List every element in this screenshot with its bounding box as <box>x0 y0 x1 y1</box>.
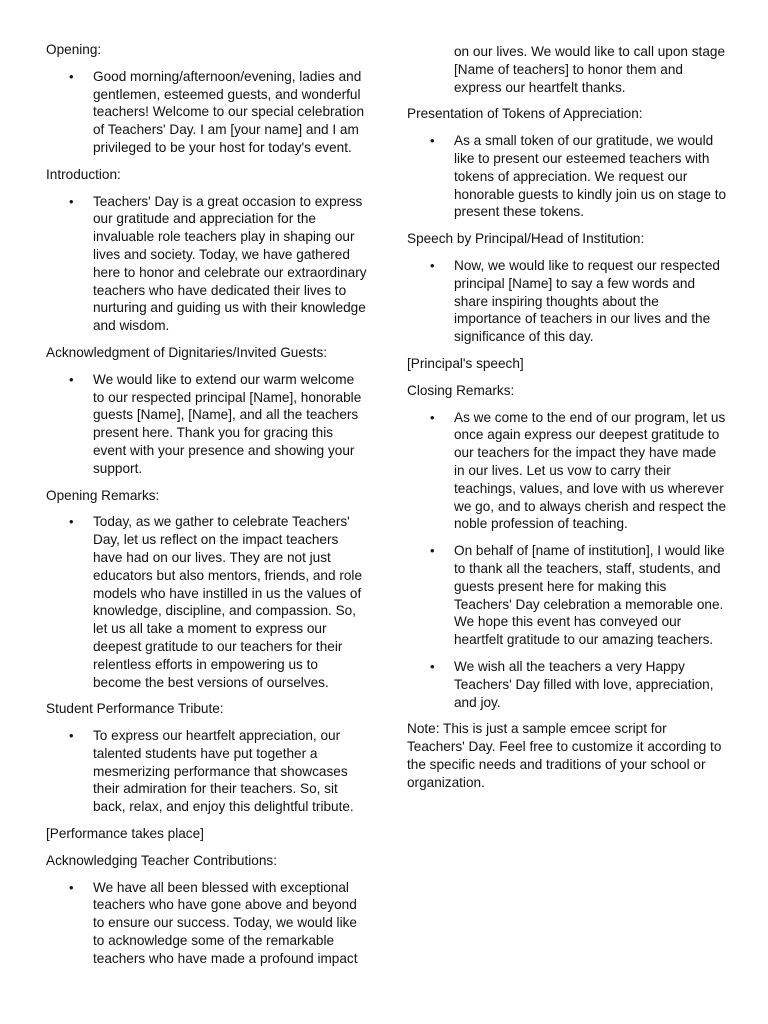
left-column <box>46 41 368 977</box>
bullet-icon: • <box>69 514 74 530</box>
section-heading-presentation-of-tokens-of-appreciation: Presentation of Tokens of Appreciation: <box>407 106 643 122</box>
right-column <box>407 43 727 800</box>
bullet-icon: • <box>69 68 74 84</box>
section-heading-opening: Opening: <box>46 42 102 57</box>
section-heading-performance-takes-place: [Performance takes place] <box>46 826 204 842</box>
bullet-list <box>46 68 368 157</box>
bullet-text: We have all been blessed with exceptional teachers who have gone above and beyond to ensure our success. Today, we would like to acknowledge some of the remarkable teachers who have made a profound impact <box>93 879 358 966</box>
section-heading-acknowledging-teacher-contributions: Acknowledging Teacher Contributions: <box>46 852 277 868</box>
bullet-list <box>46 193 368 335</box>
bullet-text: Good morning/afternoon/evening, ladies and gentlemen, esteemed guests, and wonderful teachers! Welcome to our special celebration of Teachers' Day. I am [your name] and I am privileged to be your host for today's event. <box>93 68 365 155</box>
bullet-continuation-text: on our lives. We would like to call upon stage [Name of teachers] to honor them and express our heartfelt thanks. <box>454 44 726 95</box>
bullet-icon: • <box>430 409 435 425</box>
bullet-list <box>407 409 727 712</box>
section-heading-introduction: Introduction: <box>46 166 121 182</box>
bullet-list <box>46 879 368 968</box>
bullet-text: Now, we would like to request our respected principal [Name] to say a few words and share inspiring thoughts about the importance of teachers in our lives and the significance of this day. <box>454 257 720 345</box>
bullet-icon: • <box>69 371 74 387</box>
bullet-text: On behalf of [name of institution], I would like to thank all the teachers, staff, students, and guests present here for making this Teachers' Day celebration a memorable one. We hope this event has conveyed our heartfelt gratitude to our amazing teachers. <box>454 543 725 648</box>
bullet-list <box>46 371 368 478</box>
section-heading-closing-remarks: Closing Remarks: <box>407 382 515 398</box>
bullet-icon: • <box>69 193 74 209</box>
section-heading-speech-by-principal-head-of-institution: Speech by Principal/Head of Institution: <box>407 231 645 247</box>
bullet-item <box>407 542 727 649</box>
bullet-list <box>407 132 727 221</box>
bullet-item <box>46 371 368 478</box>
bullet-text: As we come to the end of our program, let us once again express our deepest gratitude to our teachers for the impact they have made in our lives. Let us vow to carry their teachings, values, and love with us wherever we go, and to always cherish and respect the noble profession of teaching. <box>454 409 727 532</box>
section-heading-principal-s-speech: [Principal's speech] <box>407 355 524 371</box>
bullet-icon: • <box>430 133 435 149</box>
bullet-list <box>407 257 727 346</box>
bullet-item <box>46 193 368 335</box>
bullet-item <box>46 879 368 968</box>
bullet-item <box>46 727 368 816</box>
bullet-text: We would like to extend our warm welcome to our respected principal [Name], honorable guests [Name], [Name], and all the teachers present here. Thank you for gracing this event with your presence and showing your support. <box>93 371 362 476</box>
bullet-text: As a small token of our gratitude, we would like to present our esteemed teachers with tokens of appreciation. We request our honorable guests to kindly join us on stage to present these tokens. <box>454 133 727 220</box>
bullet-text: We wish all the teachers a very Happy Teachers' Day filled with love, appreciation, and joy. <box>454 658 714 710</box>
bullet-item <box>407 658 727 711</box>
section-heading-opening-remarks: Opening Remarks: <box>46 487 160 503</box>
bullet-item <box>46 68 368 157</box>
section-heading-student-performance-tribute: Student Performance Tribute: <box>46 701 224 717</box>
bullet-icon: • <box>69 728 74 744</box>
bullet-icon: • <box>430 658 435 674</box>
bullet-item <box>46 513 368 691</box>
bullet-text: Today, as we gather to celebrate Teachers' Day, let us reflect on the impact teachers have had on our lives. They are not just educators but also mentors, friends, and role models who have instilled in us the values of knowledge, discipline, and compassion. So, let us all take a moment to express our deepest gratitude to our teachers for their relentless efforts in empowering us to become the best versions of ourselves. <box>93 514 363 690</box>
bullet-list <box>46 513 368 691</box>
bullet-item <box>407 257 727 346</box>
bullet-text: To express our heartfelt appreciation, our talented students have put together a mesmerizing performance that showcases their admiration for their teachers. So, sit back, relax, and enjoy this delightful tribute. <box>93 728 354 815</box>
bullet-icon: • <box>430 257 435 273</box>
bullet-item <box>407 132 727 221</box>
bullet-text: Teachers' Day is a great occasion to express our gratitude and appreciation for the invaluable role teachers play in shaping our lives and society. Today, we have gathered here to honor and celebrate our extraordinary teachers who have dedicated their lives to nurturing and guiding us with their knowledge and wisdom. <box>93 193 367 334</box>
section-heading-acknowledgment-of-dignitaries-invited-gu: Acknowledgment of Dignitaries/Invited Guests: <box>46 344 328 360</box>
bullet-item <box>407 409 727 534</box>
note-paragraph: Note: This is just a sample emcee script for Teachers' Day. Feel free to customize it according to the specific needs and traditions of your school or organization. <box>407 721 722 790</box>
bullet-list <box>46 727 368 816</box>
bullet-icon: • <box>430 543 435 559</box>
bullet-icon: • <box>69 879 74 895</box>
